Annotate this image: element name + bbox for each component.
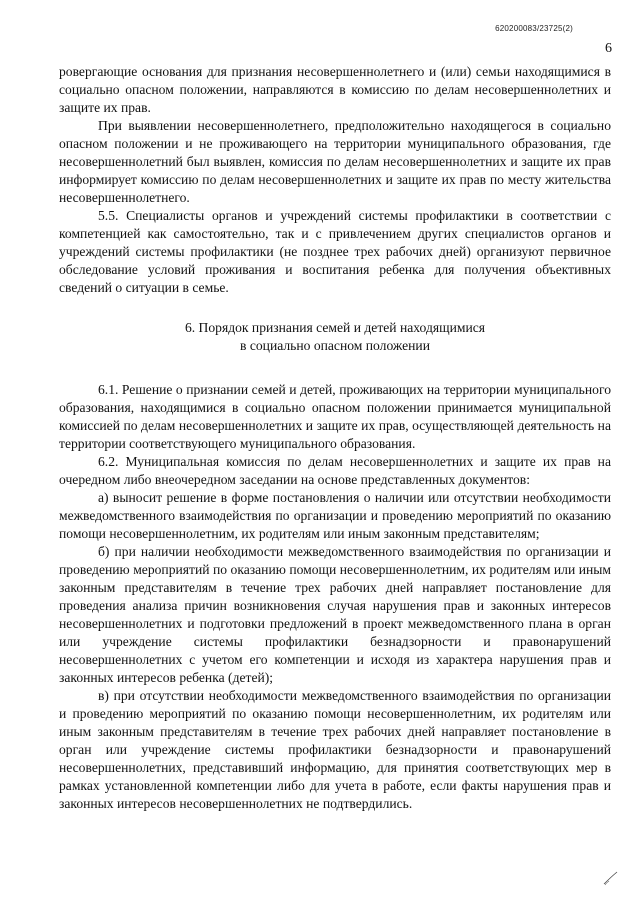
section-6-title-line2: в социально опасном положении xyxy=(240,338,430,353)
paragraph-6-2-v: в) при отсутствии необходимости межведомственного взаимодействия по организации и проведению мероприятий по оказанию помощи несовершеннолетним, их родителям или иным законным представителям в течение трех рабочих дней направляет постановление в орган или учреждение системы профилактики безнадзорности и правонарушений несовершеннолетних, представивший информацию, для принятия соответствующих мер в рамках установленной компетенции либо для учета в работе, если факты нарушения прав и законных интересов несовершеннолетних не подтвердились. xyxy=(59,688,611,811)
page-number: 6 xyxy=(605,41,612,56)
corner-pen-mark-icon xyxy=(602,869,620,887)
paragraph-6-2: 6.2. Муниципальная комиссия по делам несовершеннолетних и защите их прав на очередном либо внеочередном заседании на основе представленных документов: xyxy=(59,454,611,487)
section-6-title xyxy=(59,319,611,355)
paragraph-6-2-b: б) при наличии необходимости межведомственного взаимодействия по организации и проведению мероприятий по оказанию помощи несовершеннолетним, их родителям или иным законным представителям в течение трех рабочих дней направляет постановление для проведения анализа причин возникновения случая нарушения прав и законных интересов несовершеннолетних и подготовки предложений в проект межведомственного плана в орган или учреждение системы профилактики безнадзорности и правонарушений несовершеннолетних с учетом его компетенции и исходя из характера нарушения прав и законных интересов ребенка (детей); xyxy=(59,544,611,685)
document-code: 620200083/23725(2) xyxy=(495,24,573,33)
document-body xyxy=(59,63,611,813)
paragraph-6-2-a: а) выносит решение в форме постановления о наличии или отсутствии необходимости межведомственного взаимодействия по организации и проведению мероприятий по оказанию помощи несовершеннолетним, их родителям или иным законным представителям; xyxy=(59,490,611,541)
paragraph-continuation: ровергающие основания для признания несовершеннолетнего и (или) семьи находящимися в социально опасном положении, направляются в комиссию по делам несовершеннолетних и защите их прав. xyxy=(59,64,611,115)
section-6-title-line1: 6. Порядок признания семей и детей находящимися xyxy=(184,320,486,335)
paragraph-detection: При выявлении несовершеннолетнего, предположительно находящегося в социально опасном положении и не проживающего на территории муниципального образования, где несовершеннолетний был выявлен, комиссия по делам несовершеннолетних и защите их прав информирует комиссию по делам несовершеннолетних и защите их прав по месту жительства несовершеннолетнего. xyxy=(59,118,611,205)
paragraph-6-1: 6.1. Решение о признании семей и детей, проживающих на территории муниципального образования, находящимися в социально опасном положении принимается муниципальной комиссией по делам несовершеннолетних и защите их прав, осуществляющей деятельность на территории соответствующего муниципального образования. xyxy=(59,382,611,451)
paragraph-5-5: 5.5. Специалисты органов и учреждений системы профилактики в соответствии с компетенцией как самостоятельно, так и с привлечением других специалистов органов и учреждений системы профилактики (не позднее трех рабочих дней) организуют первичное обследование условий проживания и воспитания ребенка для получения объективных сведений о ситуации в семье. xyxy=(59,208,611,295)
